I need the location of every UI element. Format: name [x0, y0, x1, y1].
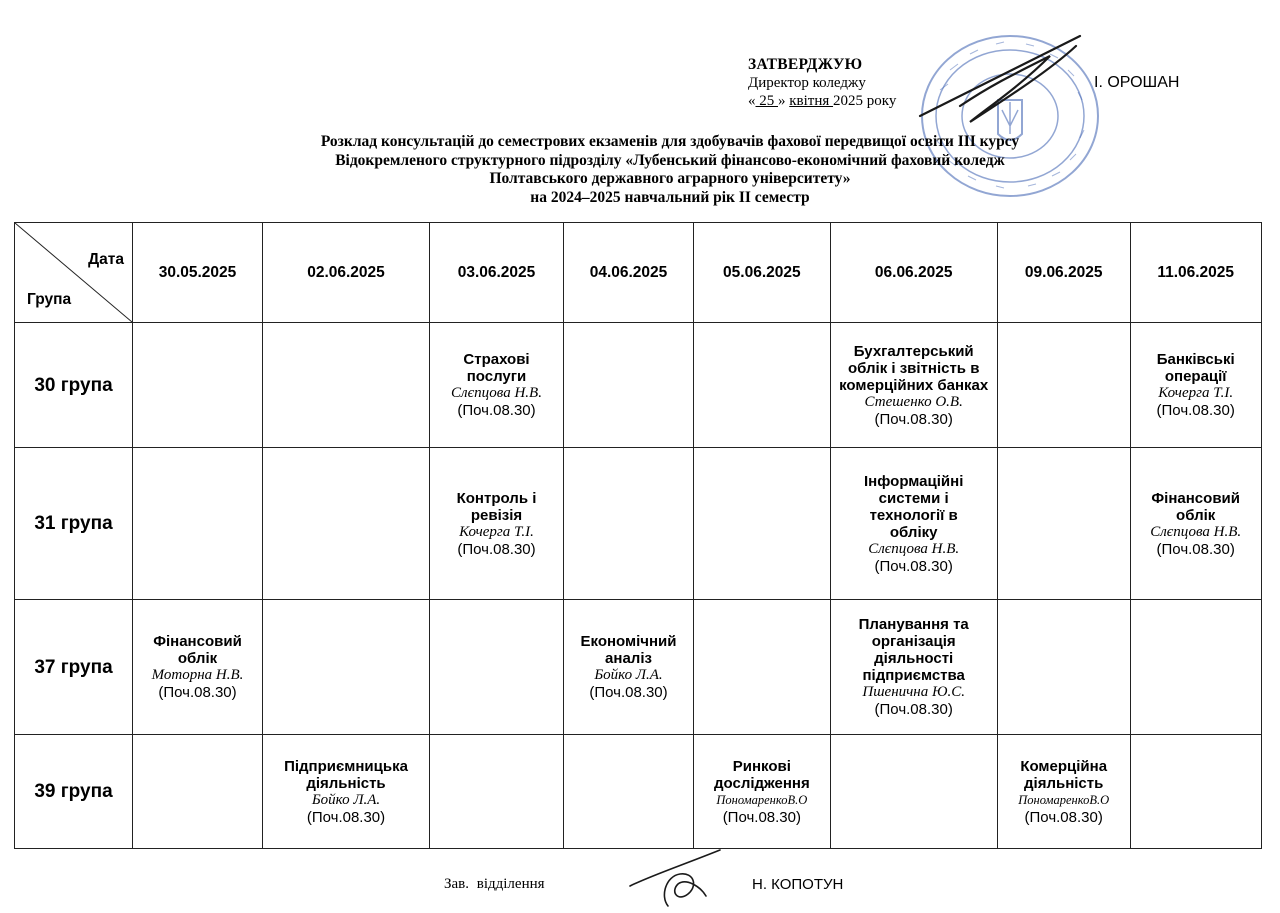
heading-line-2: Відокремленого структурного підрозділу «Лубенський фінансово-економічний фаховий коледж — [335, 151, 1005, 169]
subject-name: Банківські операції — [1156, 351, 1235, 385]
subject-name: Інформаційні системи і технології в обліку — [864, 472, 964, 541]
empty-cell — [430, 735, 564, 849]
teacher-name: Кочерга Т.І. — [459, 523, 534, 540]
empty-cell — [133, 735, 263, 849]
empty-cell — [430, 600, 564, 735]
teacher-name: Пшенична Ю.С. — [862, 684, 965, 700]
group-label: 31 група — [15, 448, 133, 600]
subject-name: Контроль і ревізія — [456, 489, 537, 524]
teacher-name: Бойко Л.А. — [311, 791, 381, 808]
empty-cell — [694, 448, 831, 600]
subject-name: Економічний аналіз — [580, 633, 677, 667]
teacher-name: ПономаренкоВ.О — [1018, 792, 1110, 807]
empty-cell — [263, 323, 430, 448]
schedule-cell — [430, 323, 564, 448]
empty-cell — [133, 448, 263, 600]
empty-cell — [133, 323, 263, 448]
heading-line-1: Розклад консультацій до семестрових екзаменів для здобувачів фахової передвищої освіти ІІІ курсу — [320, 133, 1020, 150]
empty-cell — [263, 600, 430, 735]
schedule-cell — [564, 600, 694, 735]
start-time: (Поч.08.30) — [874, 557, 953, 575]
corner-date-label: Дата — [88, 251, 124, 268]
date-header: 09.06.2025 — [997, 223, 1130, 323]
approval-position: Директор коледжу — [748, 75, 866, 91]
footer-position: Зав. відділення — [444, 876, 545, 892]
approval-day: 25 — [755, 93, 778, 109]
schedule-cell — [430, 448, 564, 600]
approval-month: квітня — [789, 93, 834, 109]
start-time: (Поч.08.30) — [1156, 402, 1235, 419]
teacher-name: Стешенко О.В. — [864, 393, 963, 410]
schedule-cell — [830, 448, 997, 600]
date-header: 11.06.2025 — [1130, 223, 1261, 323]
subject-name: Комерційна діяльність — [1020, 757, 1108, 792]
schedule-cell — [1130, 323, 1261, 448]
teacher-name: Слєпцова Н.В. — [451, 385, 542, 401]
approval-date-close: » — [778, 93, 786, 109]
schedule-cell — [133, 600, 263, 735]
start-time: (Поч.08.30) — [589, 684, 668, 701]
table-row — [15, 735, 1262, 849]
head-signature — [620, 846, 730, 910]
schedule-cell — [830, 323, 997, 448]
empty-cell — [564, 323, 694, 448]
schedule-cell — [997, 735, 1130, 849]
date-header: 02.06.2025 — [263, 223, 430, 323]
director-signature — [900, 26, 1100, 146]
start-time: (Поч.08.30) — [158, 684, 237, 701]
teacher-name: Бойко Л.А. — [594, 667, 663, 683]
empty-cell — [997, 323, 1130, 448]
schedule-table — [14, 222, 1262, 849]
approval-date — [748, 92, 896, 110]
subject-name: Планування та організація діяльності підприємства — [858, 616, 969, 684]
start-time: (Поч.08.30) — [306, 808, 386, 826]
schedule-cell — [1130, 448, 1261, 600]
subject-name: Ринкові дослідження — [714, 757, 810, 792]
empty-cell — [830, 735, 997, 849]
empty-cell — [564, 735, 694, 849]
subject-name: Підприємницька діяльність — [284, 757, 408, 792]
corner-cell — [15, 223, 133, 323]
group-label: 30 група — [15, 323, 133, 448]
empty-cell — [564, 448, 694, 600]
empty-cell — [694, 323, 831, 448]
schedule-cell — [263, 735, 430, 849]
start-time: (Поч.08.30) — [1024, 808, 1103, 826]
date-header: 05.06.2025 — [694, 223, 831, 323]
table-row — [15, 323, 1262, 448]
teacher-name: Моторна Н.В. — [151, 667, 244, 683]
start-time: (Поч.08.30) — [1156, 540, 1235, 558]
empty-cell — [1130, 735, 1261, 849]
corner-group-label: Група — [27, 291, 72, 308]
approval-title: ЗАТВЕРДЖУЮ — [748, 56, 863, 73]
empty-cell — [997, 448, 1130, 600]
start-time: (Поч.08.30) — [722, 808, 801, 826]
group-label: 37 група — [15, 600, 133, 735]
start-time: (Поч.08.30) — [874, 410, 953, 428]
footer-name: Н. КОПОТУН — [752, 876, 844, 893]
subject-name: Фінансовий облік — [153, 633, 242, 667]
heading-line-3: Полтавського державного аграрного університету» — [489, 170, 851, 187]
start-time: (Поч.08.30) — [457, 540, 536, 558]
approval-year: 2025 року — [833, 93, 897, 109]
subject-name: Бухгалтерський облік і звітність в комерційних банках — [839, 342, 989, 394]
empty-cell — [997, 600, 1130, 735]
schedule-cell — [694, 735, 831, 849]
table-row — [15, 448, 1262, 600]
heading-line-4: на 2024–2025 навчальний рік ІІ семестр — [530, 188, 810, 206]
director-name: І. ОРОШАН — [1094, 74, 1180, 91]
subject-name: Страхові послуги — [463, 351, 530, 385]
teacher-name: Слєпцова Н.В. — [1150, 523, 1242, 540]
date-header: 06.06.2025 — [830, 223, 997, 323]
approval-date-open: « — [748, 93, 756, 109]
approval-block — [748, 56, 896, 110]
empty-cell — [263, 448, 430, 600]
schedule-cell — [830, 600, 997, 735]
table-row — [15, 600, 1262, 735]
teacher-name: ПономаренкоВ.О — [716, 792, 808, 807]
subject-name: Фінансовий облік — [1151, 489, 1240, 524]
start-time: (Поч.08.30) — [457, 402, 536, 419]
teacher-name: Слєпцова Н.В. — [868, 540, 960, 557]
empty-cell — [1130, 600, 1261, 735]
date-header: 30.05.2025 — [133, 223, 263, 323]
group-label: 39 група — [15, 735, 133, 849]
start-time: (Поч.08.30) — [874, 701, 953, 718]
date-header: 04.06.2025 — [564, 223, 694, 323]
document-heading — [150, 133, 1190, 207]
empty-cell — [694, 600, 831, 735]
table-header-row — [15, 223, 1262, 323]
teacher-name: Кочерга Т.І. — [1158, 385, 1234, 401]
date-header: 03.06.2025 — [430, 223, 564, 323]
